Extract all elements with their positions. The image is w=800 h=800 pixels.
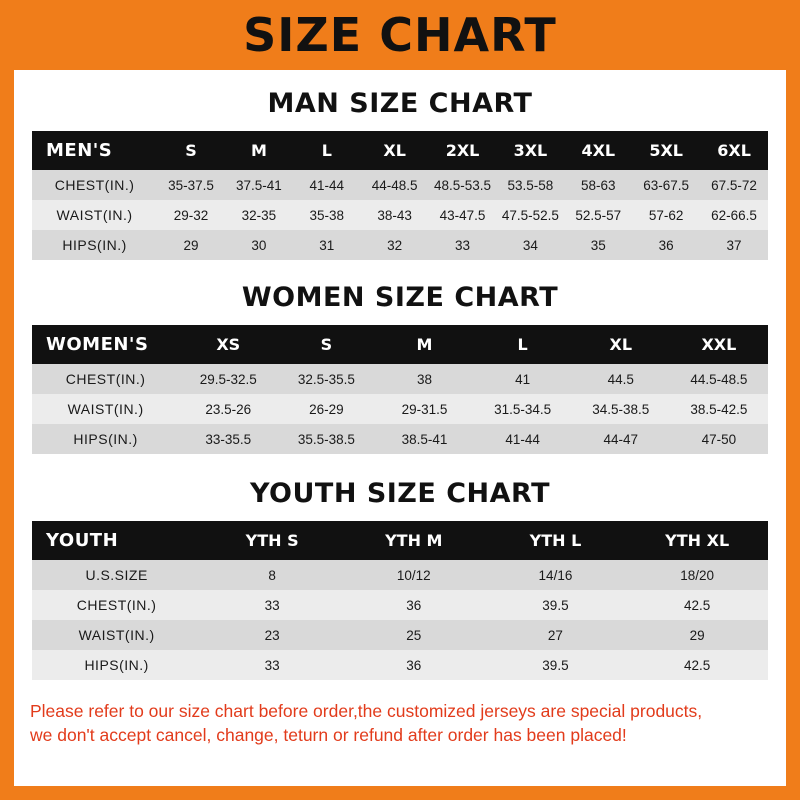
column-header: YTH L — [485, 521, 627, 560]
table-cell: 38.5-42.5 — [670, 394, 768, 424]
row-header: U.S.SIZE — [32, 560, 201, 590]
table-cell: 42.5 — [626, 650, 768, 680]
table-cell: 32 — [361, 230, 429, 260]
table-cell: 34 — [496, 230, 564, 260]
notice-line-1: Please refer to our size chart before order,the customized jerseys are special products, — [30, 701, 703, 721]
column-header: M — [225, 131, 293, 170]
table-cell: 33 — [201, 590, 343, 620]
column-header: S — [157, 131, 225, 170]
women-section-title: WOMEN SIZE CHART — [241, 282, 559, 313]
table-cell: 41-44 — [474, 424, 572, 454]
table-row — [32, 394, 768, 424]
table-cell: 32-35 — [225, 200, 293, 230]
table-cell: 23 — [201, 620, 343, 650]
table-cell: 41 — [474, 364, 572, 394]
table-cell: 29 — [157, 230, 225, 260]
column-header: XXL — [670, 325, 768, 364]
table-cell: 30 — [225, 230, 293, 260]
footer-band — [0, 786, 800, 800]
column-header: YTH M — [343, 521, 485, 560]
column-header: S — [277, 325, 375, 364]
table-cell: 34.5-38.5 — [572, 394, 670, 424]
column-header: YTH S — [201, 521, 343, 560]
women-table-wrapper — [14, 325, 786, 454]
table-row — [32, 590, 768, 620]
table-cell: 29.5-32.5 — [179, 364, 277, 394]
table-cell: 35.5-38.5 — [277, 424, 375, 454]
table-cell: 44.5 — [572, 364, 670, 394]
column-header: XS — [179, 325, 277, 364]
table-cell: 44.5-48.5 — [670, 364, 768, 394]
table-cell: 57-62 — [632, 200, 700, 230]
table-cell: 62-66.5 — [700, 200, 768, 230]
table-cell: 36 — [632, 230, 700, 260]
row-header: CHEST(IN.) — [32, 364, 179, 394]
table-cell: 31 — [293, 230, 361, 260]
table-row — [32, 364, 768, 394]
row-header: HIPS(IN.) — [32, 650, 201, 680]
table-header-row — [32, 521, 768, 560]
table-cell: 41-44 — [293, 170, 361, 200]
table-row — [32, 200, 768, 230]
header-band — [0, 0, 800, 70]
row-header: CHEST(IN.) — [32, 590, 201, 620]
column-header: 5XL — [632, 131, 700, 170]
table-row — [32, 620, 768, 650]
man-size-table — [32, 131, 768, 260]
column-header: YOUTH — [32, 521, 201, 560]
table-header-row — [32, 131, 768, 170]
table-row — [32, 424, 768, 454]
table-header-row — [32, 325, 768, 364]
column-header: M — [375, 325, 473, 364]
table-row — [32, 650, 768, 680]
table-cell: 26-29 — [277, 394, 375, 424]
table-cell: 39.5 — [485, 650, 627, 680]
table-cell: 37 — [700, 230, 768, 260]
column-header: YTH XL — [626, 521, 768, 560]
table-cell: 38-43 — [361, 200, 429, 230]
table-cell: 33 — [429, 230, 497, 260]
table-cell: 10/12 — [343, 560, 485, 590]
table-cell: 47.5-52.5 — [496, 200, 564, 230]
table-cell: 53.5-58 — [496, 170, 564, 200]
column-header: 2XL — [429, 131, 497, 170]
table-cell: 27 — [485, 620, 627, 650]
table-cell: 67.5-72 — [700, 170, 768, 200]
women-size-table — [32, 325, 768, 454]
table-cell: 35 — [564, 230, 632, 260]
table-row — [32, 230, 768, 260]
column-header: MEN'S — [32, 131, 157, 170]
table-cell: 23.5-26 — [179, 394, 277, 424]
youth-table-wrapper — [14, 521, 786, 680]
table-cell: 29 — [626, 620, 768, 650]
row-header: HIPS(IN.) — [32, 424, 179, 454]
youth-section-title: YOUTH SIZE CHART — [249, 478, 551, 509]
man-section-title: MAN SIZE CHART — [267, 88, 533, 119]
youth-size-table — [32, 521, 768, 680]
table-cell: 36 — [343, 590, 485, 620]
table-cell: 35-37.5 — [157, 170, 225, 200]
table-row — [32, 560, 768, 590]
notice-line-2: we don't accept cancel, change, teturn or refund after order has been placed! — [30, 724, 627, 745]
table-cell: 18/20 — [626, 560, 768, 590]
table-cell: 8 — [201, 560, 343, 590]
table-cell: 37.5-41 — [225, 170, 293, 200]
table-cell: 35-38 — [293, 200, 361, 230]
table-cell: 58-63 — [564, 170, 632, 200]
row-header: WAIST(IN.) — [32, 394, 179, 424]
column-header: XL — [361, 131, 429, 170]
table-cell: 32.5-35.5 — [277, 364, 375, 394]
table-cell: 48.5-53.5 — [429, 170, 497, 200]
table-cell: 36 — [343, 650, 485, 680]
table-cell: 63-67.5 — [632, 170, 700, 200]
column-header: XL — [572, 325, 670, 364]
column-header: 4XL — [564, 131, 632, 170]
table-cell: 47-50 — [670, 424, 768, 454]
column-header: L — [293, 131, 361, 170]
row-header: WAIST(IN.) — [32, 200, 157, 230]
table-cell: 14/16 — [485, 560, 627, 590]
table-cell: 33-35.5 — [179, 424, 277, 454]
table-cell: 44-47 — [572, 424, 670, 454]
column-header: 3XL — [496, 131, 564, 170]
table-cell: 39.5 — [485, 590, 627, 620]
table-cell: 29-32 — [157, 200, 225, 230]
table-cell: 25 — [343, 620, 485, 650]
table-cell: 29-31.5 — [375, 394, 473, 424]
table-cell: 33 — [201, 650, 343, 680]
table-row — [32, 170, 768, 200]
row-header: WAIST(IN.) — [32, 620, 201, 650]
table-cell: 52.5-57 — [564, 200, 632, 230]
table-cell: 31.5-34.5 — [474, 394, 572, 424]
row-header: CHEST(IN.) — [32, 170, 157, 200]
table-cell: 38.5-41 — [375, 424, 473, 454]
row-header: HIPS(IN.) — [32, 230, 157, 260]
table-cell: 42.5 — [626, 590, 768, 620]
table-cell: 38 — [375, 364, 473, 394]
man-table-wrapper — [14, 131, 786, 260]
size-chart-notice — [14, 700, 786, 747]
table-cell: 44-48.5 — [361, 170, 429, 200]
column-header: 6XL — [700, 131, 768, 170]
column-header: WOMEN'S — [32, 325, 179, 364]
column-header: L — [474, 325, 572, 364]
table-cell: 43-47.5 — [429, 200, 497, 230]
page-title: SIZE CHART — [243, 8, 557, 62]
